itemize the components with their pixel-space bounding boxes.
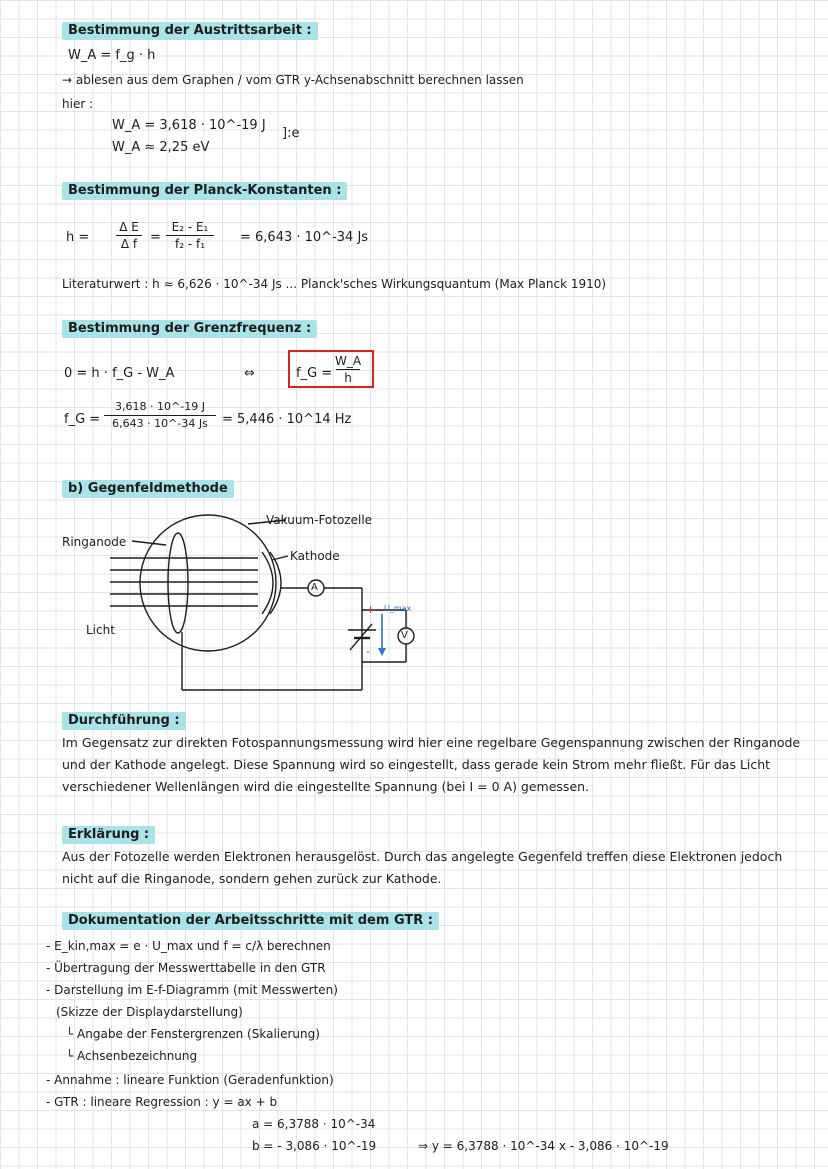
fg-result: = 5,446 · 10^14 Hz <box>222 412 352 427</box>
minus-sign: - <box>366 645 370 658</box>
formula-wa: W_A = f_g · h <box>68 48 156 63</box>
label-vakuum: Vakuum-Fotozelle <box>266 513 373 527</box>
label-hier: hier : <box>62 97 94 111</box>
planck-result: = 6,643 · 10^-34 Js <box>240 230 369 245</box>
boxed-den: h <box>344 371 352 385</box>
div-e-note: ]:e <box>282 126 300 141</box>
equivalence-arrow: ⇔ <box>244 366 255 381</box>
wa-joule: W_A = 3,618 · 10^-19 J <box>112 118 266 133</box>
heading-austrittsarbeit: Bestimmung der Austrittsarbeit : <box>62 22 318 40</box>
doc-item-4: (Skizze der Displaydarstellung) <box>56 1005 243 1019</box>
voltmeter-label: V <box>401 630 408 641</box>
doc-item-1: - E_kin,max = e · U_max und f = c/λ berechnen <box>46 939 331 953</box>
label-kathode: Kathode <box>290 549 340 563</box>
label-ringanode: Ringanode <box>62 535 127 549</box>
ring-anode-ellipse <box>168 533 188 633</box>
doc-item-3: - Darstellung im E-f-Diagramm (mit Messwerten) <box>46 983 338 997</box>
literature-value: Literaturwert : h ≈ 6,626 · 10^-34 Js ... Planck'sches Wirkungsquantum (Max Planck 1910) <box>62 277 607 291</box>
h-equals: h = <box>66 230 90 245</box>
boxed-num: W_A <box>334 354 362 368</box>
wa-ev: W_A ≈ 2,25 eV <box>112 140 210 155</box>
boxed-lhs: f_G = <box>296 366 333 381</box>
umax-label: U_max <box>384 604 412 613</box>
fraction-energies-num: E₂ - E₁ <box>171 220 209 234</box>
heading-durchfuehrung: Durchführung : <box>62 712 186 730</box>
regression-b: b = - 3,086 · 10^-19 <box>252 1139 377 1153</box>
energy-equation: 0 = h · f_G - W_A <box>64 366 175 381</box>
cathode-arc <box>262 552 273 614</box>
heading-dokumentation: Dokumentation der Arbeitsschritte mit dem GTR : <box>62 912 439 930</box>
doc-item-7: - Annahme : lineare Funktion (Geradenfunktion) <box>46 1073 334 1087</box>
equals-2: = <box>150 230 161 245</box>
heading-gegenfeld: b) Gegenfeldmethode <box>62 480 234 498</box>
fg-lhs: f_G = <box>64 412 101 427</box>
fg-den: 6,643 · 10^-34 Js <box>112 417 208 430</box>
note-ablesen: → ablesen aus dem Graphen / vom GTR y-Achsenabschnitt berechnen lassen <box>62 73 524 87</box>
doc-item-5: └ Angabe der Fenstergrenzen (Skalierung) <box>66 1027 320 1041</box>
doc-item-8: - GTR : lineare Regression : y = ax + b <box>46 1095 278 1109</box>
fraction-delta-den: Δ f <box>120 237 138 251</box>
durchfuehrung-text: Im Gegensatz zur direkten Fotospannungsmessung wird hier eine regelbare Gegenspannung zwischen der Ringanode und der Kathode angelegt. Diese Spannung wird so eingestellt, dass gerade kein Strom mehr fließt. Für das Licht verschiedener Wellenlängen wird die eingestellte Spannung (bei I = 0 A) gemessen. <box>62 735 801 794</box>
umax-arrow <box>378 614 386 656</box>
vacuum-cell-circle <box>140 515 276 651</box>
ammeter-label: A <box>311 582 318 593</box>
heading-erklaerung: Erklärung : <box>62 826 155 844</box>
doc-item-6: └ Achsenbezeichnung <box>66 1049 198 1063</box>
regression-a: a = 6,3788 · 10^-34 <box>252 1117 376 1131</box>
erklaerung-text: Aus der Fotozelle werden Elektronen herausgelöst. Durch das angelegte Gegenfeld treffen diese Elektronen jedoch nicht auf die Ringanode, sondern gehen zurück zur Kathode. <box>62 849 783 886</box>
fg-num: 3,618 · 10^-19 J <box>115 400 205 413</box>
fraction-delta-num: Δ E <box>119 220 139 234</box>
label-licht: Licht <box>86 623 115 637</box>
fraction-energies-den: f₂ - f₁ <box>174 237 206 251</box>
plus-sign: + <box>366 603 376 616</box>
regression-conclusion: ⇒ y = 6,3788 · 10^-34 x - 3,086 · 10^-19 <box>418 1139 669 1153</box>
heading-planck: Bestimmung der Planck-Konstanten : <box>62 182 347 200</box>
heading-grenzfrequenz: Bestimmung der Grenzfrequenz : <box>62 320 317 338</box>
doc-item-2: - Übertragung der Messwerttabelle in den GTR <box>46 961 326 975</box>
